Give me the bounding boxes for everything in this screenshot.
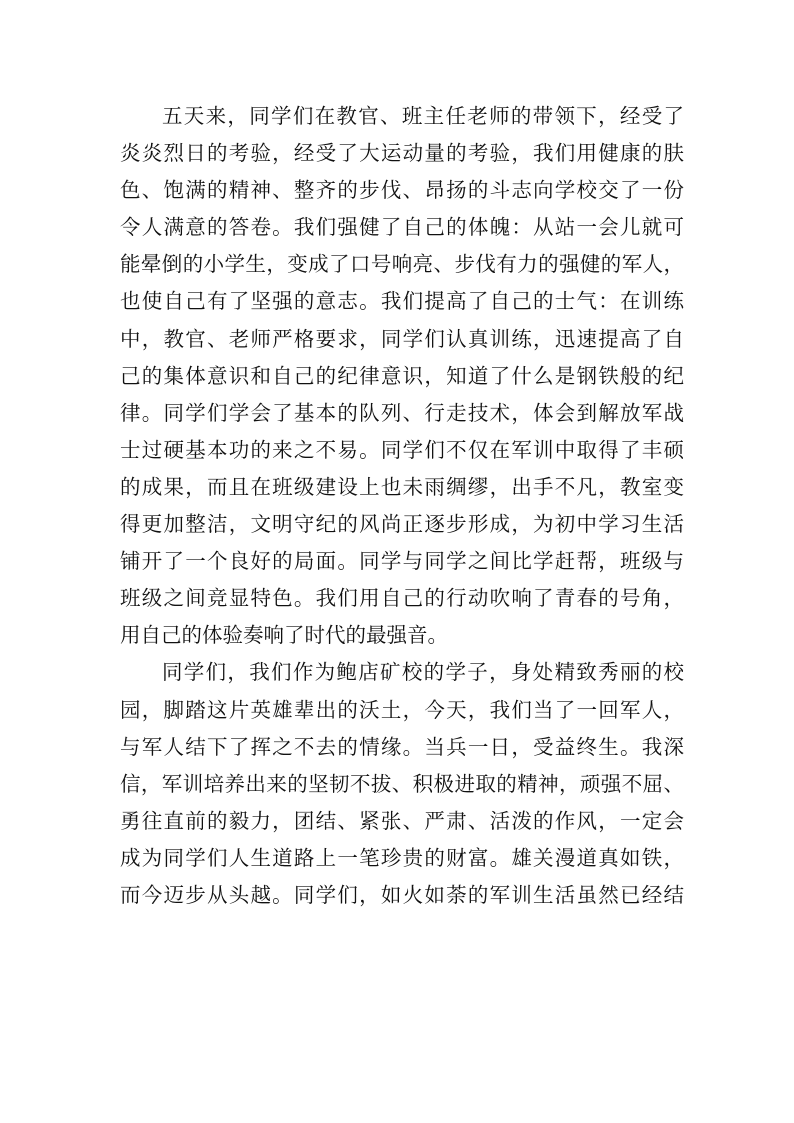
paragraph-2-line-6: 成为同学们人生道路上一笔珍贵的财富。雄关漫道真如铁， <box>120 845 684 870</box>
paragraph-1-line-14: 班级之间竞显特色。我们用自己的行动吹响了青春的号角， <box>120 586 684 611</box>
document-body <box>120 98 684 914</box>
paragraph-2-line-1: 同学们，我们作为鲍店矿校的学子，身处精致秀丽的校 <box>162 660 684 685</box>
paragraph-1-line-4: 令人满意的答卷。我们强健了自己的体魄：从站一会儿就可 <box>120 215 684 240</box>
paragraph-1-line-10: 士过硬基本功的来之不易。同学们不仅在军训中取得了丰硕 <box>120 437 684 462</box>
paragraph-1-line-6: 也使自己有了坚强的意志。我们提高了自己的士气：在训练 <box>120 289 684 314</box>
paragraph-1-line-8: 己的集体意识和自己的纪律意识，知道了什么是钢铁般的纪 <box>120 363 684 388</box>
paragraph-1-line-15: 用自己的体验奏响了时代的最强音。 <box>120 623 448 648</box>
paragraph-2-line-5: 勇往直前的毅力，团结、紧张、严肃、活泼的作风，一定会 <box>120 808 684 833</box>
paragraph-1-line-1: 五天来，同学们在教官、班主任老师的带领下，经受了 <box>162 104 684 128</box>
paragraph-1-line-5: 能晕倒的小学生，变成了口号响亮、步伐有力的强健的军人， <box>120 252 684 277</box>
paragraph-1-line-3: 色、饱满的精神、整齐的步伐、昂扬的斗志向学校交了一份 <box>120 178 684 203</box>
paragraph-2-line-2: 园，脚踏这片英雄辈出的沃土，今天，我们当了一回军人， <box>120 697 684 722</box>
paragraph-2-line-4: 信，军训培养出来的坚韧不拔、积极进取的精神，顽强不屈、 <box>120 771 684 796</box>
paragraph-1-line-11: 的成果，而且在班级建设上也未雨绸缪，出手不凡，教室变 <box>120 474 684 499</box>
paragraph-2-line-3: 与军人结下了挥之不去的情缘。当兵一日，受益终生。我深 <box>120 734 684 759</box>
paragraph-2-line-7: 而今迈步从头越。同学们，如火如荼的军训生活虽然已经结 <box>120 882 684 907</box>
paragraph-1-line-7: 中，教官、老师严格要求，同学们认真训练，迅速提高了自 <box>120 326 684 351</box>
paragraph-1-line-2: 炎炎烈日的考验，经受了大运动量的考验，我们用健康的肤 <box>120 141 684 166</box>
paragraph-1-line-13: 铺开了一个良好的局面。同学与同学之间比学赶帮，班级与 <box>120 549 684 574</box>
paragraph-1-line-12: 得更加整洁，文明守纪的风尚正逐步形成，为初中学习生活 <box>120 512 684 537</box>
paragraph-1-line-9: 律。同学们学会了基本的队列、行走技术，体会到解放军战 <box>120 400 684 425</box>
